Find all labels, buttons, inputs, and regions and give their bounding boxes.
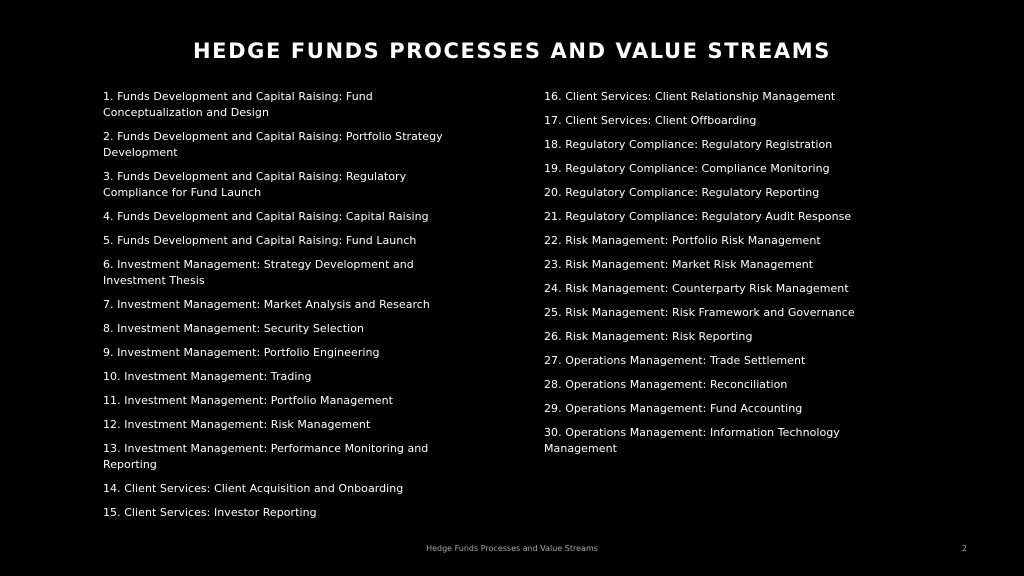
- list-item: 13. Investment Management: Performance Monitoring and Reporting: [103, 442, 429, 471]
- list-item: 20. Regulatory Compliance: Regulatory Reporting: [544, 186, 820, 199]
- list-item: 29. Operations Management: Fund Accounting: [544, 402, 803, 415]
- list-item: 2. Funds Development and Capital Raising: Portfolio Strategy Development: [103, 130, 443, 159]
- list-item: 23. Risk Management: Market Risk Management: [544, 258, 814, 271]
- list-item: 26. Risk Management: Risk Reporting: [544, 330, 753, 343]
- slide-title: HEDGE FUNDS PROCESSES AND VALUE STREAMS: [193, 39, 831, 63]
- list-item: 18. Regulatory Compliance: Regulatory Registration: [544, 138, 833, 151]
- list-item: 24. Risk Management: Counterparty Risk Management: [544, 282, 849, 295]
- list-item: 27. Operations Management: Trade Settlement: [544, 354, 806, 367]
- list-item: 21. Regulatory Compliance: Regulatory Audit Response: [544, 210, 852, 223]
- list-item: 28. Operations Management: Reconciliation: [544, 378, 788, 391]
- list-item: 7. Investment Management: Market Analysis and Research: [103, 298, 430, 311]
- list-item: 19. Regulatory Compliance: Compliance Monitoring: [544, 162, 830, 175]
- list-item: 22. Risk Management: Portfolio Risk Management: [544, 234, 821, 247]
- list-item: 3. Funds Development and Capital Raising: Regulatory Compliance for Fund Launch: [103, 170, 407, 199]
- process-list-left: [103, 89, 458, 529]
- page-number: 2: [961, 544, 967, 553]
- list-item: 12. Investment Management: Risk Management: [103, 418, 371, 431]
- list-item: 25. Risk Management: Risk Framework and Governance: [544, 306, 855, 319]
- list-item: 17. Client Services: Client Offboarding: [544, 114, 757, 127]
- list-item: 15. Client Services: Investor Reporting: [103, 506, 317, 519]
- list-item: 9. Investment Management: Portfolio Engineering: [103, 346, 380, 359]
- list-item: 5. Funds Development and Capital Raising: Fund Launch: [103, 234, 417, 247]
- process-list-right: [544, 89, 874, 465]
- list-item: 11. Investment Management: Portfolio Management: [103, 394, 394, 407]
- list-item: 30. Operations Management: Information Technology Management: [544, 426, 840, 455]
- list-item: 16. Client Services: Client Relationship Management: [544, 90, 836, 103]
- list-item: 1. Funds Development and Capital Raising: Fund Conceptualization and Design: [103, 90, 373, 119]
- list-item: 8. Investment Management: Security Selection: [103, 322, 365, 335]
- list-item: 4. Funds Development and Capital Raising: Capital Raising: [103, 210, 429, 223]
- list-item: 6. Investment Management: Strategy Development and Investment Thesis: [103, 258, 414, 287]
- list-item: 10. Investment Management: Trading: [103, 370, 312, 383]
- list-item: 14. Client Services: Client Acquisition and Onboarding: [103, 482, 404, 495]
- slide-footer: Hedge Funds Processes and Value Streams: [426, 544, 598, 553]
